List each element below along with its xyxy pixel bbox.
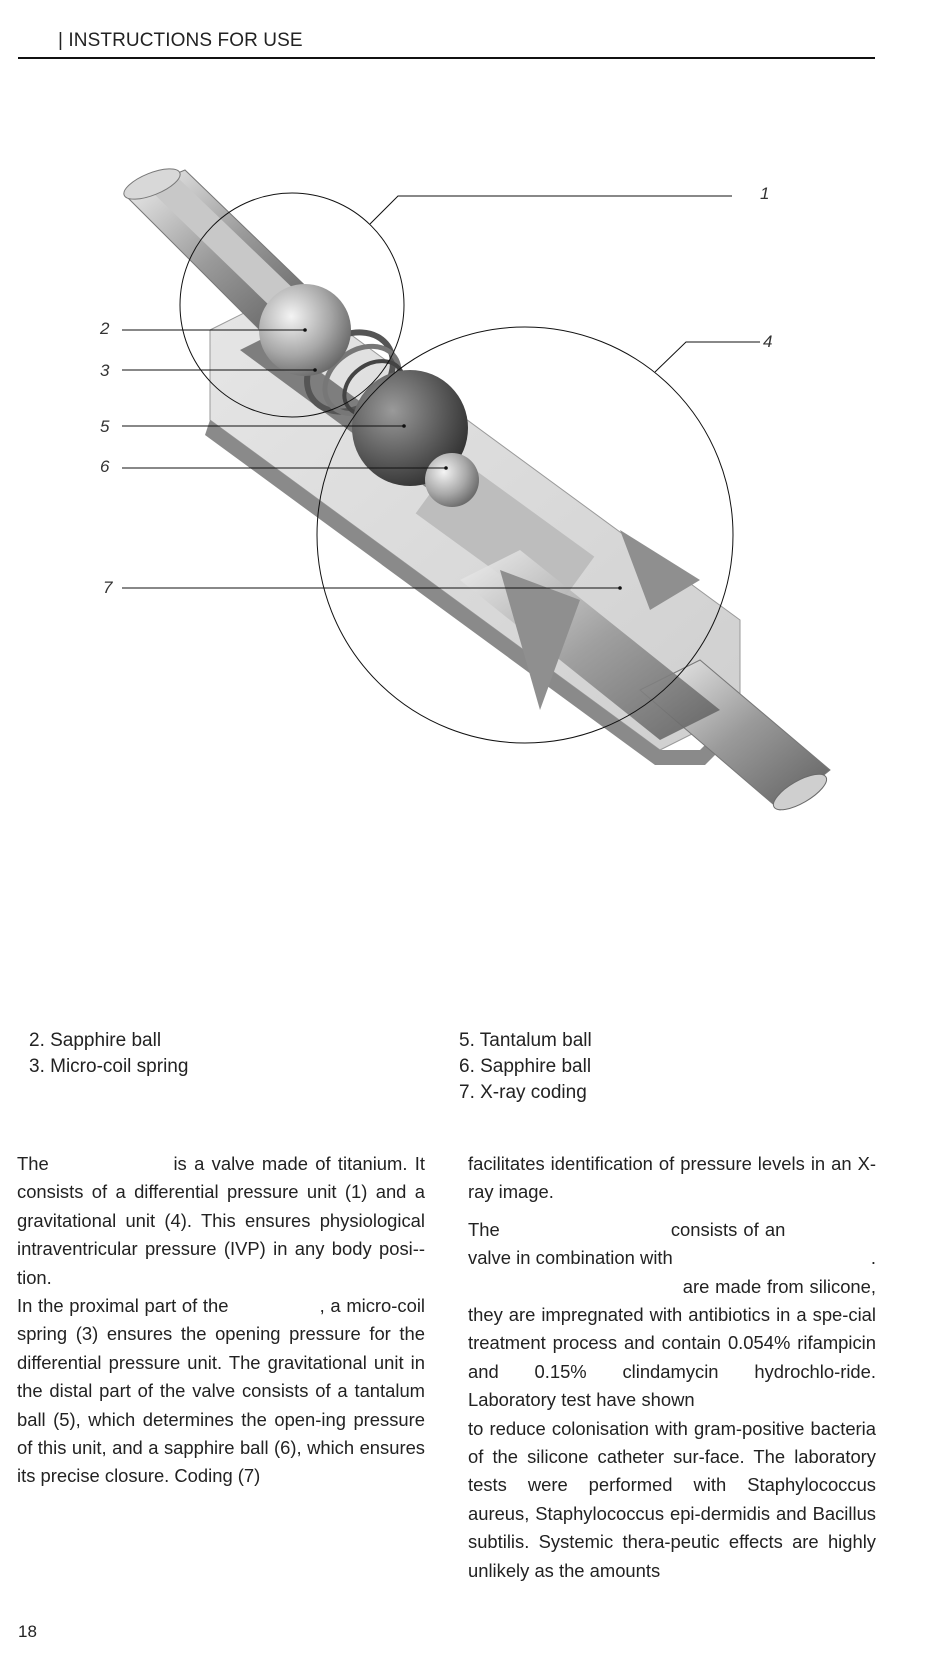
legend-item: 7. X-ray coding — [459, 1082, 587, 1103]
figure-legend-right — [459, 1028, 592, 1106]
body-paragraph: The consists of an valve in combination with . are made from silicone, they are impregnated with antibiotics in a spe-cial treatment process and contain 0.054% rifampicin and 0.15% clindamycin hydrochlo-ride. Laboratory test have shown to reduce colonisation with gram-positive bacteria of the silicone catheter sur-face. The laboratory tests were performed with Staphylococcus aureus, Staphylococcus epi-dermidis and Bacillus subtilis. Systemic thera-peutic effects are highly unlikely as the amounts — [468, 1218, 876, 1581]
callout-4: 4 — [763, 332, 773, 351]
page-number: 18 — [18, 1622, 37, 1641]
body-column-left — [17, 1150, 425, 1491]
body-column-right — [468, 1150, 876, 1585]
callout-3: 3 — [100, 361, 110, 380]
body-paragraph: In the proximal part of the , a micro-coil spring (3) ensures the opening pressure for the differential pressure unit. The gravitational unit in the distal part of the valve consists of a tantalum ball (5), which determines the open-ing pressure of this unit, and a sapphire ball (6), which ensures its precise closure. Coding (7) — [17, 1295, 425, 1487]
sapphire-ball-distal — [425, 453, 479, 507]
legend-item: 2. Sapphire ball — [29, 1030, 162, 1051]
legend-item: 3. Micro-coil spring — [29, 1056, 189, 1077]
body-paragraph: The is a valve made of titanium. It consists of a differential pressure unit (1) and a gravitational unit (4). This ensures physiological intraventricular pressure (IVP) in any body posi-tion. — [17, 1153, 425, 1288]
callout-1: 1 — [760, 184, 770, 203]
legend-item: 6. Sapphire ball — [459, 1056, 592, 1077]
figure-legend-left — [29, 1028, 188, 1080]
callout-6: 6 — [100, 457, 110, 476]
page-header — [18, 30, 875, 59]
legend-item: 5. Tantalum ball — [459, 1030, 592, 1051]
header-title: | INSTRUCTIONS FOR USE — [58, 30, 303, 51]
callout-5: 5 — [100, 417, 110, 436]
valve-cross-section-figure — [0, 150, 950, 870]
callout-7: 7 — [103, 578, 113, 597]
callout-2: 2 — [100, 319, 110, 338]
body-paragraph: facilitates identification of pressure levels in an X-ray image. — [468, 1153, 876, 1203]
